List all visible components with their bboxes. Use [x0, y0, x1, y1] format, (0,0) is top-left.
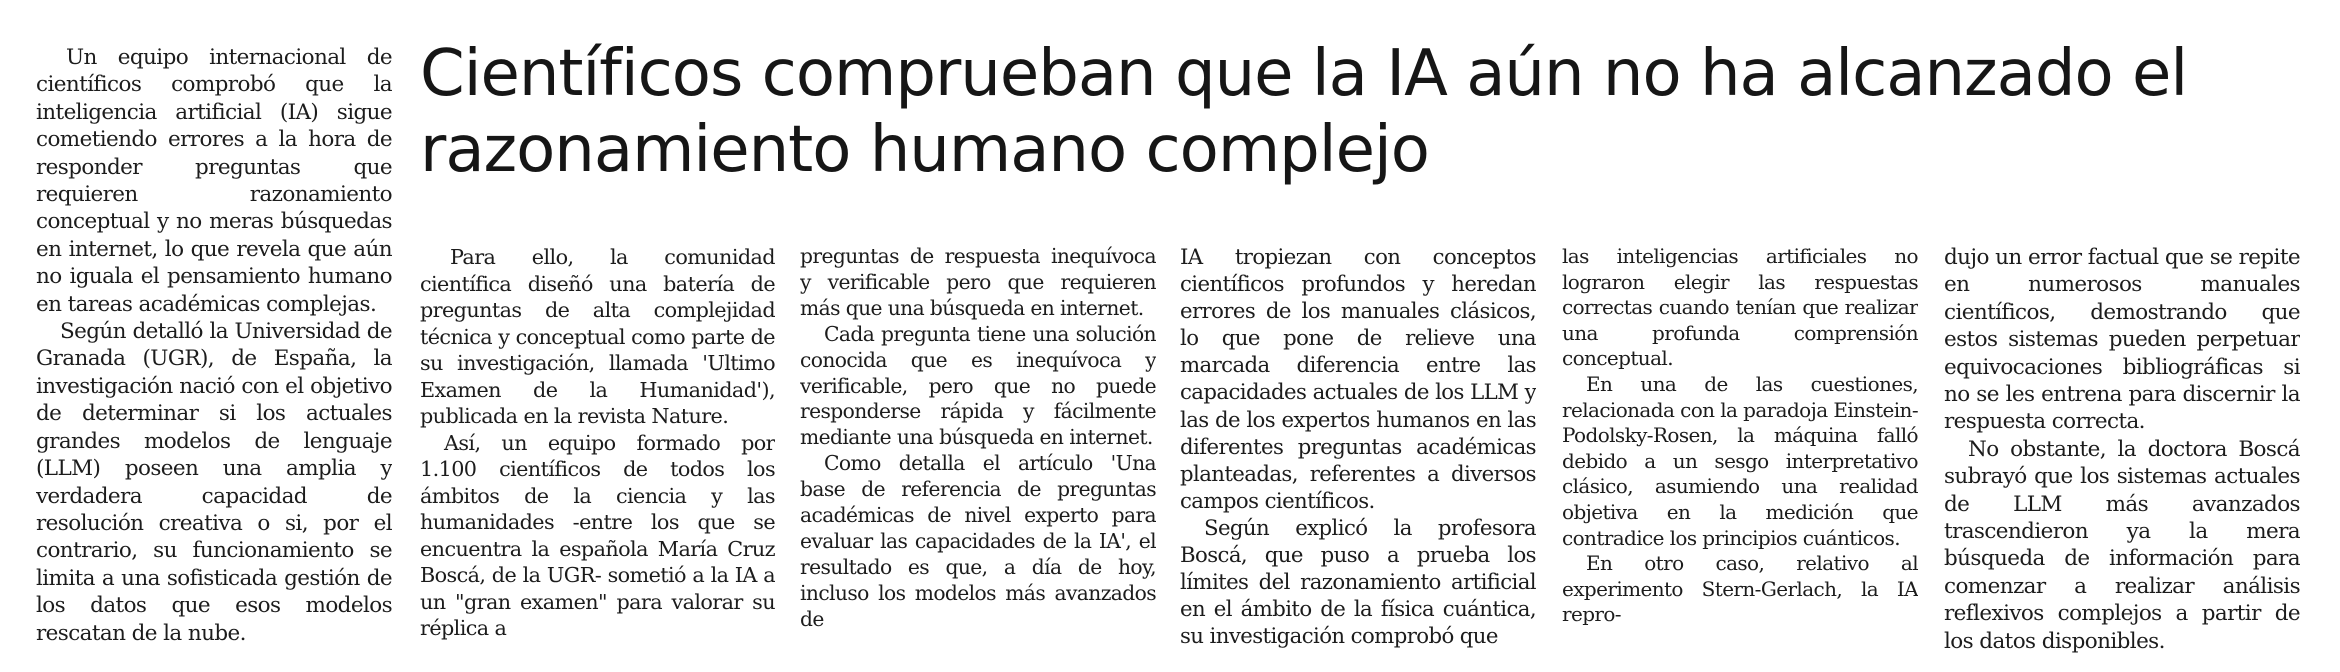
paragraph: las inteligencias artificiales no lograron elegir las respuestas correctas cuando tenían que realizar una profunda comprensión conceptual.	[1562, 244, 1918, 371]
paragraph: Así, un equipo formado por 1.100 científicos de todos los ámbitos de la ciencia y las humanidades -entre los que se encuentra la española María Cruz Boscá, de la UGR- sometió a la IA a un "gran examen" para valorar su réplica a	[420, 430, 775, 640]
paragraph: preguntas de respuesta inequívoca y verificable pero que requieren más que una búsqueda en internet.	[800, 244, 1156, 320]
headline: Científicos comprueban que la IA aún no ha alcanzado el razonamiento humano complejo	[420, 37, 2188, 187]
paragraph: Según explicó la profesora Boscá, que puso a prueba los límites del razonamiento artificial en el ámbito de la física cuántica, su investigación comprobó que	[1180, 515, 1536, 650]
paragraph: IA tropiezan con conceptos científicos profundos y heredan errores de los manuales clásicos, lo que pone de relieve una marcada diferencia entre las capacidades actuales de los LLM y las de los expertos humanos en las diferentes preguntas académicas planteadas, referentes a diversos campos científicos.	[1180, 245, 1536, 514]
article-column-4	[1180, 244, 1536, 654]
paragraph: Para ello, la comunidad científica diseñó una batería de preguntas de alta complejidad técnica y conceptual como parte de su investigación, llamada 'Ultimo Examen de la Humanidad'), publicada en la revista Nature.	[420, 245, 775, 428]
paragraph: Cada pregunta tiene una solución conocida que es inequívoca y verificable, pero que no puede responderse rápida y fácilmente mediante una búsqueda en internet.	[800, 321, 1156, 450]
paragraph: Según detalló la Universidad de Granada (UGR), de España, la investigación nació con el objetivo de determinar si los actuales grandes modelos de lenguaje (LLM) poseen una amplia y verdadera capacidad de resolución creativa o si, por el contrario, su funcionamiento se limita a una sofisticada gestión de los datos que esos modelos rescatan de la nube.	[36, 319, 392, 646]
article-column-6	[1944, 244, 2300, 654]
paragraph: Como detalla el artículo 'Una base de referencia de preguntas académicas de nivel experto para evaluar las capacidades de la IA', el resultado es que, a día de hoy, incluso los modelos más avanzados de	[800, 451, 1156, 631]
paragraph: No obstante, la doctora Boscá subrayó que los sistemas actuales de LLM más avanzados trascendieron ya la mera búsqueda de información para comenzar a realizar análisis reflexivos complejos a partir de los datos disponibles.	[1944, 436, 2300, 654]
article-column-5	[1562, 244, 1918, 654]
article-column-1	[36, 44, 392, 650]
paragraph: dujo un error factual que se repite en numerosos manuales científicos, demostrando que estos sistemas pueden perpetuar equivocaciones bibliográficas si no se les entrena para discernir la respuesta correcta.	[1944, 245, 2300, 435]
paragraph: En otro caso, relativo al experimento Stern-Gerlach, la IA repro-	[1562, 551, 1918, 627]
paragraph: En una de las cuestiones, relacionada con la paradoja Einstein-Podolsky-Rosen, la máquina falló debido a un sesgo interpretativo clásico, asumiendo una realidad objetiva en la medición que contradice los principios cuánticos.	[1562, 371, 1918, 550]
article-column-2	[420, 244, 775, 654]
article-column-3	[800, 244, 1156, 654]
paragraph: Un equipo internacional de científicos comprobó que la inteligencia artificial (IA) sigue cometiendo errores a la hora de responder preguntas que requieren razonamiento conceptual y no meras búsquedas en internet, lo que revela que aún no iguala el pensamiento humano en tareas académicas complejas.	[36, 45, 392, 317]
